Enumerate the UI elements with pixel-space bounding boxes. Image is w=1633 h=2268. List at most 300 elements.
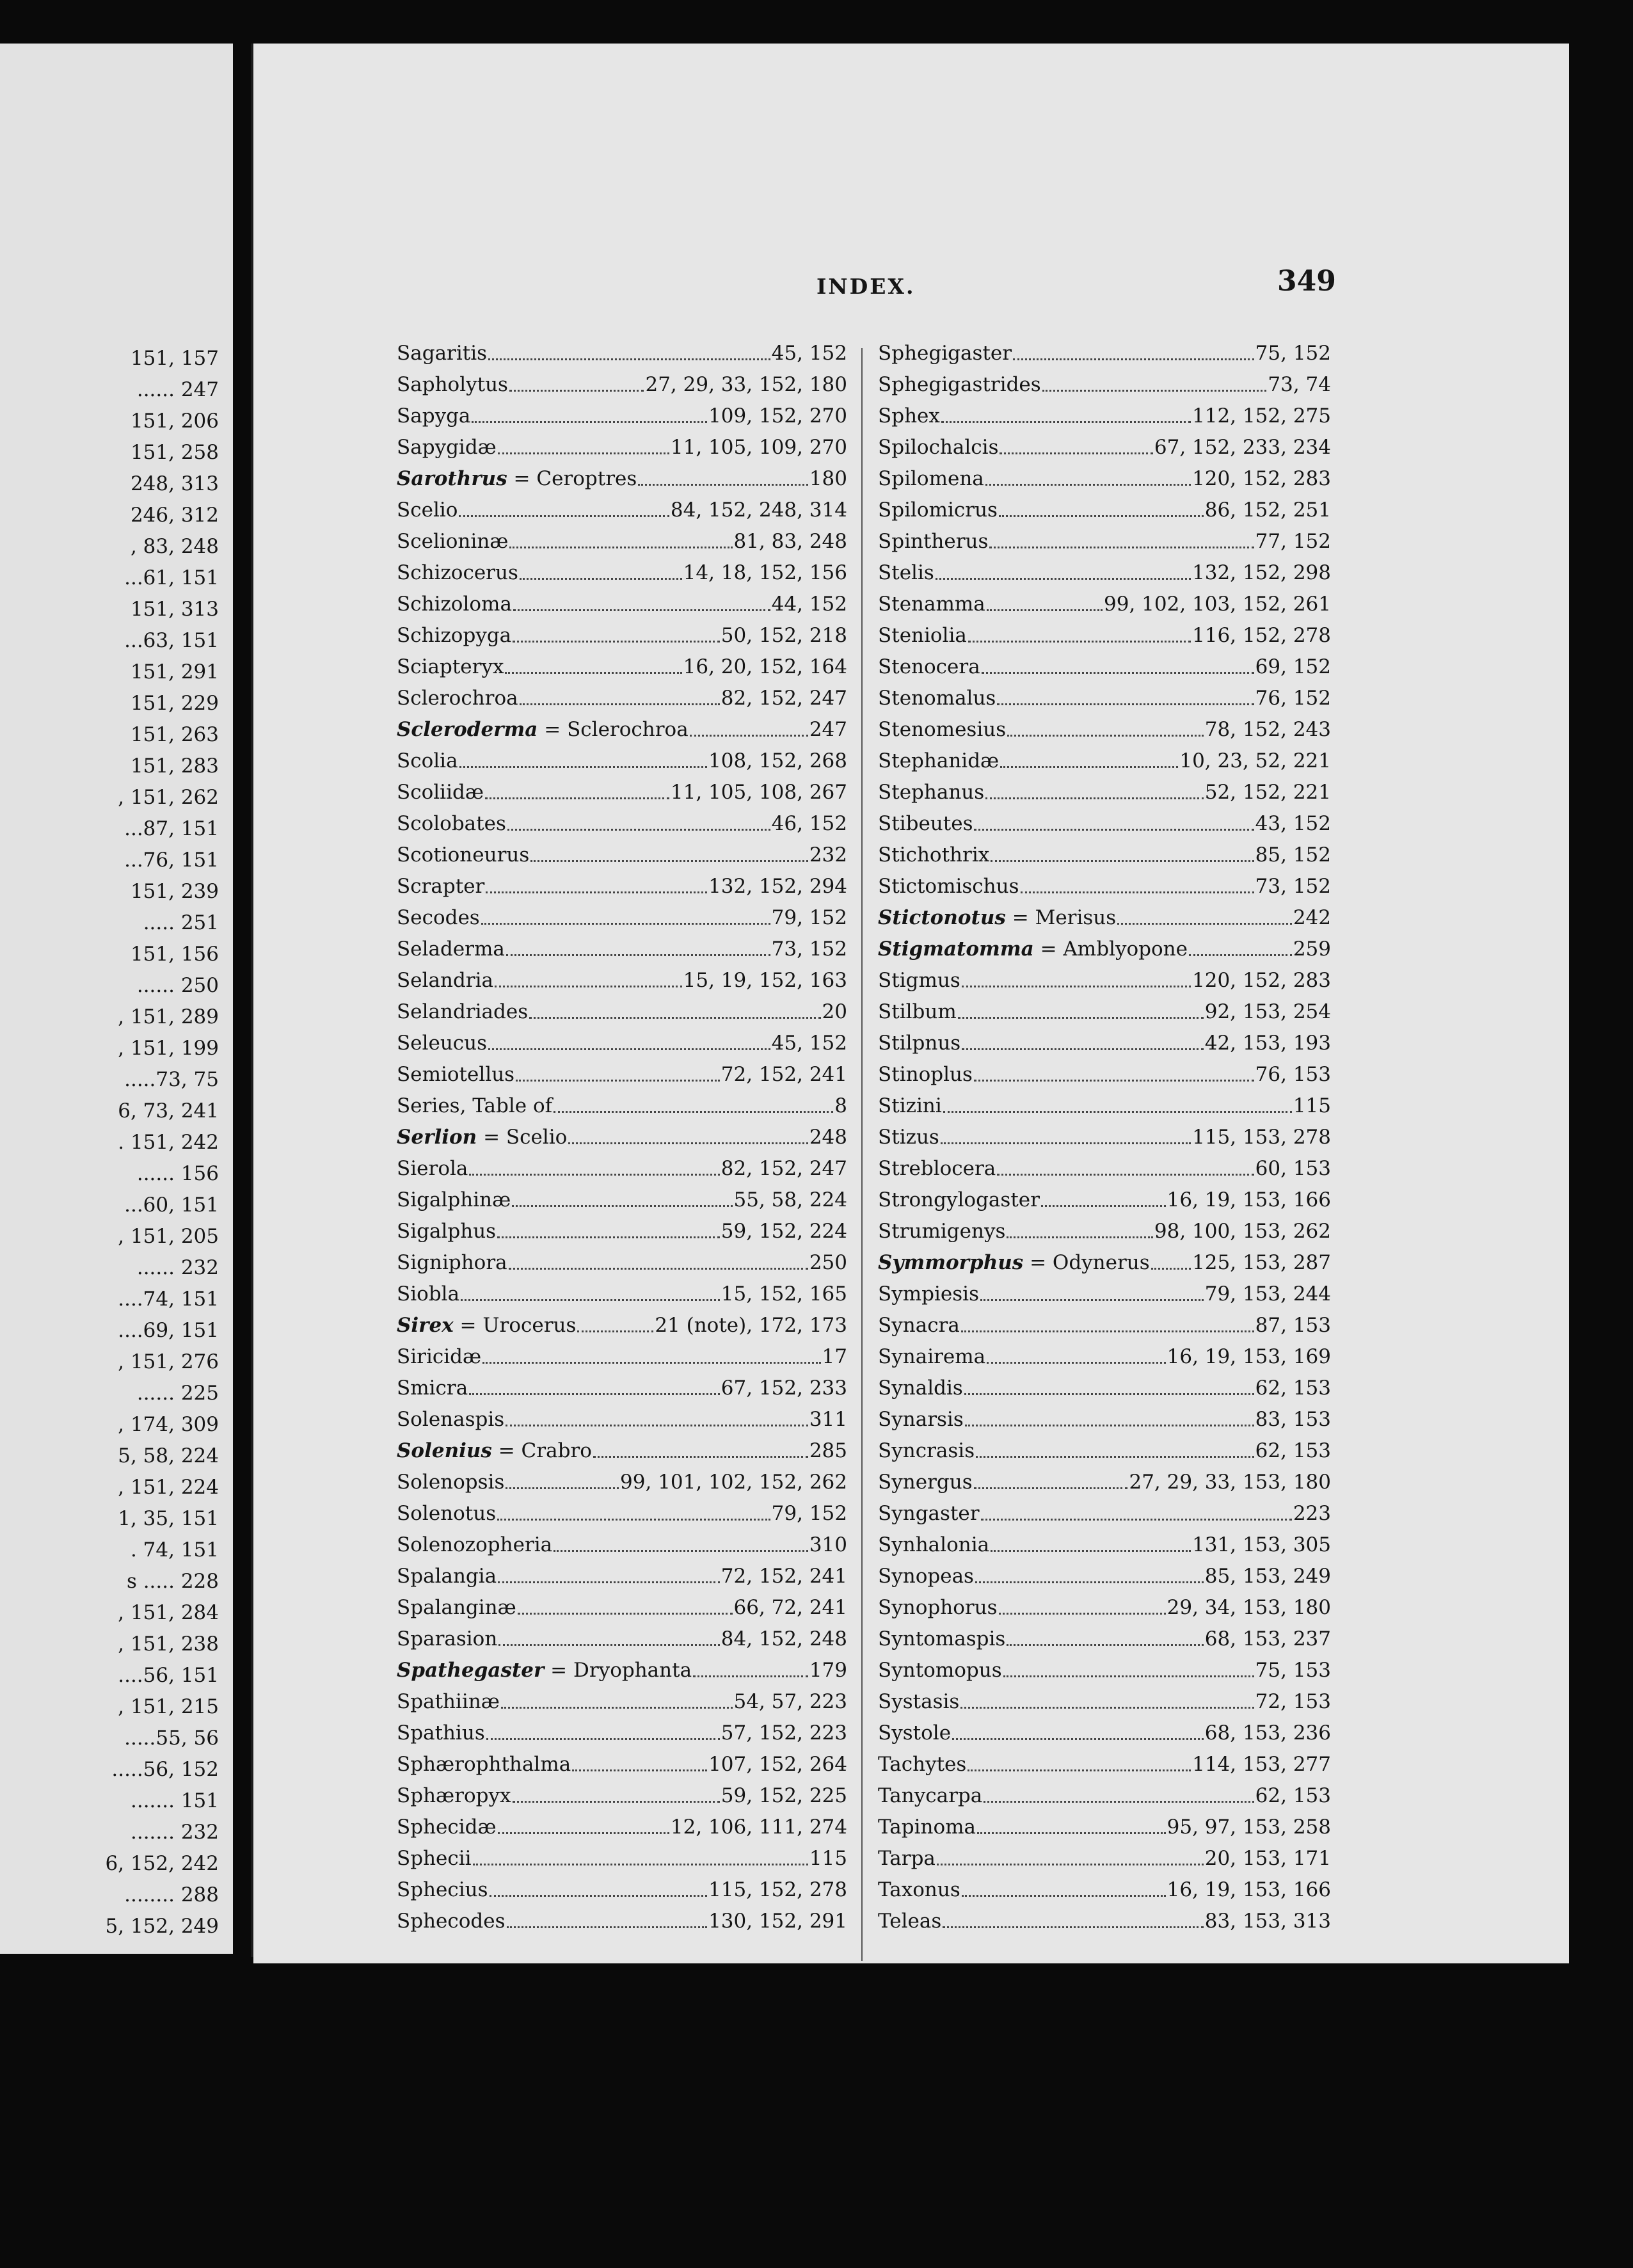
index-entry	[878, 683, 1331, 714]
index-entry	[397, 1341, 847, 1373]
page-references: 72, 153	[1255, 1690, 1331, 1713]
index-term	[878, 1749, 966, 1780]
index-term	[878, 338, 1012, 369]
index-entry	[397, 620, 847, 651]
index-term	[878, 1780, 982, 1812]
index-term	[878, 808, 973, 840]
term-text: Selandria	[397, 969, 494, 992]
index-term	[878, 840, 989, 871]
dot-leader	[968, 1769, 1191, 1771]
index-term	[397, 1843, 472, 1874]
index-entry	[878, 1718, 1331, 1749]
index-term	[878, 1812, 976, 1843]
dot-leader	[459, 765, 707, 768]
index-entry	[397, 1153, 847, 1185]
index-entry	[397, 526, 847, 557]
left-page-fragment: , 151, 224	[118, 1476, 219, 1499]
dot-leader	[964, 1393, 1254, 1395]
left-page-fragment: , 151, 205	[118, 1225, 219, 1248]
index-term	[397, 1310, 576, 1341]
index-entry	[878, 1686, 1331, 1718]
page-references: 11, 105, 108, 267	[670, 781, 847, 804]
page-references: 45, 152	[771, 342, 847, 365]
index-entry	[878, 714, 1331, 746]
left-page-fragment: . 151, 242	[118, 1131, 219, 1154]
term-text: Spathiinæ	[397, 1690, 500, 1713]
page-references: 55, 58, 224	[733, 1188, 847, 1211]
term-text: Sympiesis	[878, 1282, 979, 1306]
left-page-fragment: 151, 283	[130, 755, 219, 778]
index-entry	[397, 1467, 847, 1498]
page-references: 86, 152, 251	[1204, 499, 1331, 522]
dot-leader	[572, 1769, 707, 1771]
index-entry	[878, 338, 1331, 369]
dot-leader	[1117, 922, 1292, 925]
left-page-fragment: 5, 58, 224	[118, 1444, 219, 1467]
dot-leader	[991, 859, 1254, 862]
dot-leader	[989, 546, 1254, 548]
term-text: Spilomicrus	[878, 499, 998, 522]
index-entry	[397, 369, 847, 401]
term-text: Tanycarpa	[878, 1784, 983, 1807]
page-references: 76, 152	[1255, 687, 1331, 710]
index-term	[397, 1624, 497, 1655]
left-page-column	[1, 343, 219, 1942]
index-term	[397, 902, 480, 934]
dot-leader	[507, 1926, 708, 1928]
term-text: Stibeutes	[878, 812, 973, 835]
index-term	[878, 1216, 1005, 1247]
index-entry	[397, 463, 847, 495]
index-entry	[397, 1749, 847, 1780]
index-term	[397, 1373, 468, 1404]
index-entry	[397, 1498, 847, 1529]
dot-leader	[997, 1173, 1254, 1176]
index-entry	[397, 777, 847, 808]
left-page-fragment: 246, 312	[130, 504, 219, 527]
dot-leader	[497, 1236, 720, 1238]
index-entry	[878, 1561, 1331, 1592]
index-entry	[878, 432, 1331, 463]
index-entry	[397, 589, 847, 620]
index-entry	[878, 1624, 1331, 1655]
page-references: 60, 153	[1255, 1157, 1331, 1180]
left-page-fragment: ...... 247	[136, 378, 219, 401]
term-text: Synacra	[878, 1314, 960, 1337]
left-page-fragment: . 74, 151	[130, 1538, 219, 1561]
dot-leader	[975, 1581, 1204, 1583]
dot-leader	[529, 1016, 820, 1019]
index-entry	[397, 902, 847, 934]
dot-leader	[999, 1612, 1166, 1615]
left-page-fragment: ...... 225	[136, 1382, 219, 1405]
page-references: 109, 152, 270	[708, 404, 847, 427]
dot-leader	[506, 1424, 808, 1426]
page-references: 82, 152, 247	[721, 687, 847, 710]
dot-leader	[488, 358, 770, 360]
page-references: 107, 152, 264	[708, 1753, 847, 1776]
index-term	[397, 1780, 511, 1812]
term-text: Tarpa	[878, 1847, 936, 1870]
index-term	[397, 1749, 571, 1780]
page-references: 8	[834, 1094, 847, 1117]
dot-leader	[481, 922, 770, 925]
dot-leader	[1000, 765, 1178, 768]
index-entry	[397, 1812, 847, 1843]
left-page-fragment: ...61, 151	[124, 566, 219, 589]
synonym-name: Sarothrus	[397, 467, 507, 490]
page-references: 15, 152, 165	[721, 1282, 847, 1306]
index-term	[878, 557, 934, 589]
term-text: Sapygidæ	[397, 436, 497, 459]
index-term	[878, 1843, 936, 1874]
index-term	[878, 1686, 959, 1718]
left-page-fragment: ..... 251	[143, 911, 219, 934]
index-term	[878, 683, 996, 714]
index-term	[397, 934, 505, 965]
column-divider	[861, 348, 863, 1961]
term-text: Seleucus	[397, 1032, 488, 1055]
index-entry	[878, 1749, 1331, 1780]
dot-leader	[554, 1549, 808, 1552]
left-page-fragment: .....73, 75	[124, 1068, 219, 1091]
dot-leader	[985, 797, 1204, 799]
term-text: = Crabro	[491, 1439, 592, 1462]
page-references: 45, 152	[771, 1032, 847, 1055]
index-term	[878, 871, 1019, 902]
index-term	[397, 1059, 514, 1090]
page-references: 16, 19, 153, 166	[1167, 1878, 1331, 1901]
page-references: 73, 74	[1268, 373, 1331, 396]
term-text: Solenopsis	[397, 1471, 505, 1494]
index-term	[878, 777, 984, 808]
term-text: Sphecodes	[397, 1910, 506, 1933]
dot-leader	[982, 671, 1254, 674]
index-entry	[397, 1059, 847, 1090]
page-references: 27, 29, 33, 152, 180	[645, 373, 847, 396]
index-term	[878, 965, 960, 996]
page-references: 79, 153, 244	[1204, 1282, 1331, 1306]
index-entry	[397, 1843, 847, 1874]
left-page-fragment: , 151, 276	[118, 1350, 219, 1373]
page-references: 84, 152, 248, 314	[670, 499, 847, 522]
left-page-fragment: 151, 239	[130, 880, 219, 903]
page-references: 311	[809, 1408, 847, 1431]
index-entry	[397, 934, 847, 965]
synonym-name: Stictonotus	[878, 906, 1006, 929]
index-term	[397, 746, 458, 777]
synonym-name: Solenius	[397, 1439, 492, 1462]
index-entry	[878, 1373, 1331, 1404]
term-text: = Ceroptres	[507, 467, 637, 490]
index-term	[397, 1467, 504, 1498]
left-page-fragment: , 174, 309	[118, 1413, 219, 1436]
dot-leader	[693, 1675, 808, 1677]
page-references: 75, 152	[1255, 342, 1331, 365]
page-references: 79, 152	[771, 1502, 847, 1525]
term-text: Sciapteryx	[397, 655, 504, 678]
page-references: 46, 152	[771, 812, 847, 835]
dot-leader	[997, 703, 1254, 705]
page-references: 116, 152, 278	[1192, 624, 1331, 647]
dot-leader	[974, 828, 1254, 831]
term-text: Stizus	[878, 1126, 939, 1149]
page-references: 108, 152, 268	[708, 749, 847, 772]
dot-leader	[1007, 734, 1204, 737]
dot-leader	[530, 859, 808, 862]
left-page-fragment: .....55, 56	[124, 1727, 219, 1750]
dot-leader	[509, 1267, 808, 1270]
page-references: 99, 102, 103, 152, 261	[1104, 593, 1331, 616]
term-text: Stictomischus	[878, 875, 1019, 898]
page-references: 17	[822, 1345, 847, 1368]
index-entry	[878, 1310, 1331, 1341]
dot-leader	[1007, 1236, 1153, 1238]
left-page-fragment: ...76, 151	[124, 849, 219, 872]
index-term	[397, 1655, 692, 1686]
dot-leader	[952, 1737, 1204, 1740]
index-entry	[397, 1404, 847, 1435]
dot-leader	[962, 985, 1191, 987]
term-text: = Urocerus	[453, 1314, 577, 1337]
page-references: 232	[809, 843, 847, 866]
dot-leader	[490, 1894, 708, 1897]
index-entry	[878, 1655, 1331, 1686]
left-page-fragment: 1, 35, 151	[118, 1507, 219, 1530]
term-text: Scolobates	[397, 812, 506, 835]
index-entry	[878, 1592, 1331, 1624]
page-references: 79, 152	[771, 906, 847, 929]
dot-leader	[498, 452, 669, 454]
index-entry	[878, 840, 1331, 871]
dot-leader	[488, 1048, 770, 1050]
index-term	[397, 1812, 497, 1843]
term-text: Synophorus	[878, 1596, 998, 1619]
term-text: Stigmus	[878, 969, 960, 992]
dot-leader	[981, 1518, 1292, 1521]
index-column-a	[397, 338, 847, 1937]
page-references: 57, 152, 223	[721, 1721, 847, 1745]
dot-leader	[498, 1643, 719, 1646]
index-term	[878, 1718, 951, 1749]
index-entry	[878, 589, 1331, 620]
index-entry	[878, 1090, 1331, 1122]
left-page-fragment: ...60, 151	[124, 1194, 219, 1217]
left-page-fragment: , 151, 289	[118, 1005, 219, 1028]
page-references: 120, 152, 283	[1192, 467, 1331, 490]
term-text: Scolia	[397, 749, 458, 772]
page-references: 223	[1293, 1502, 1331, 1525]
index-term	[397, 1874, 488, 1906]
page-references: 120, 152, 283	[1192, 969, 1331, 992]
index-entry	[397, 1686, 847, 1718]
page-references: 21 (note), 172, 173	[655, 1314, 847, 1337]
term-text: = Sclerochroa	[538, 718, 689, 741]
term-text: Streblocera	[878, 1157, 996, 1180]
term-text: Syntomopus	[878, 1659, 1002, 1682]
index-term	[397, 651, 504, 683]
page-references: 62, 153	[1255, 1439, 1331, 1462]
index-entry	[878, 1435, 1331, 1467]
index-term	[878, 526, 988, 557]
index-entry	[397, 1247, 847, 1279]
index-term	[397, 1247, 507, 1279]
page-references: 50, 152, 218	[721, 624, 847, 647]
term-text: Spathius	[397, 1721, 485, 1745]
page-references: 248	[809, 1126, 847, 1149]
dot-leader	[469, 1173, 719, 1176]
index-term	[397, 620, 511, 651]
dot-leader	[507, 828, 770, 831]
index-entry	[878, 996, 1331, 1028]
term-text: Sphex	[878, 404, 940, 427]
page-references: 14, 18, 152, 156	[683, 561, 847, 584]
term-text: = Amblyopone	[1033, 938, 1188, 961]
term-text: Syncrasis	[878, 1439, 975, 1462]
left-page-fragment: 151, 313	[130, 598, 219, 621]
index-entry	[397, 1090, 847, 1122]
index-entry	[878, 808, 1331, 840]
index-term	[397, 338, 487, 369]
left-page-fragment: ....... 232	[130, 1821, 219, 1844]
page-references: 310	[809, 1533, 847, 1556]
index-term	[397, 1153, 468, 1185]
page-references: 52, 152, 221	[1204, 781, 1331, 804]
dot-leader	[980, 1298, 1204, 1301]
index-term	[878, 651, 980, 683]
term-text: Spalangia	[397, 1565, 497, 1588]
synonym-name: Serlion	[397, 1126, 477, 1149]
page-references: 98, 100, 153, 262	[1154, 1220, 1331, 1243]
index-entry	[878, 1529, 1331, 1561]
left-page-fragment: ....74, 151	[118, 1288, 219, 1311]
dot-leader	[509, 546, 732, 548]
left-page-fragment: 151, 258	[130, 441, 219, 464]
index-entry	[397, 1028, 847, 1059]
index-entry	[397, 338, 847, 369]
page-references: 10, 23, 52, 221	[1179, 749, 1331, 772]
dot-leader	[961, 1330, 1254, 1332]
dot-leader	[513, 640, 720, 643]
dot-leader	[469, 1393, 720, 1395]
index-entry	[397, 965, 847, 996]
page-references: 72, 152, 241	[721, 1565, 847, 1588]
dot-leader	[976, 1455, 1254, 1458]
page-references: 180	[809, 467, 847, 490]
dot-leader	[520, 703, 720, 705]
term-text: Signiphora	[397, 1251, 507, 1274]
dot-leader	[1021, 891, 1254, 893]
page-references: 112, 152, 275	[1192, 404, 1331, 427]
index-term	[397, 432, 497, 463]
dot-leader	[501, 1706, 733, 1709]
term-text: = Dryophanta	[544, 1659, 692, 1682]
index-entry	[397, 432, 847, 463]
page-references: 66, 72, 241	[733, 1596, 847, 1619]
term-text: Smicra	[397, 1377, 468, 1400]
dot-leader	[943, 1926, 1204, 1928]
index-term	[397, 1404, 504, 1435]
dot-leader	[977, 1832, 1166, 1834]
left-page-fragment: 151, 291	[130, 660, 219, 683]
dot-leader	[513, 609, 770, 611]
dot-leader	[937, 1863, 1204, 1865]
index-entry	[878, 777, 1331, 808]
term-text: Sagaritis	[397, 342, 488, 365]
term-text: Sclerochroa	[397, 687, 518, 710]
page-references: 131, 153, 305	[1192, 1533, 1331, 1556]
dot-leader	[1042, 389, 1267, 392]
page-references: 67, 152, 233, 234	[1154, 436, 1331, 459]
term-text: Syngaster	[878, 1502, 980, 1525]
dot-leader	[518, 1612, 733, 1615]
index-term	[878, 1310, 960, 1341]
term-text: Sphecius	[397, 1878, 488, 1901]
left-page-fragment: 151, 157	[130, 347, 219, 370]
index-term	[397, 1686, 500, 1718]
left-page-fragment: ...... 232	[136, 1256, 219, 1279]
term-text: Synergus	[878, 1471, 973, 1494]
term-text: Stizini	[878, 1094, 942, 1117]
index-entry	[397, 1435, 847, 1467]
index-entry	[397, 1624, 847, 1655]
page-references: 67, 152, 233	[721, 1377, 847, 1400]
dot-leader	[593, 1455, 808, 1458]
index-entry	[397, 840, 847, 871]
term-text: Steniolia	[878, 624, 967, 647]
left-page-fragment: 5, 152, 249	[105, 1915, 219, 1938]
dot-leader	[1007, 1643, 1204, 1646]
dot-leader	[936, 577, 1191, 580]
index-term	[878, 1122, 939, 1153]
dot-leader	[482, 1361, 820, 1364]
page-references: 16, 19, 153, 169	[1167, 1345, 1331, 1368]
index-entry	[878, 495, 1331, 526]
page-references: 44, 152	[771, 593, 847, 616]
term-text: Stenocera	[878, 655, 980, 678]
term-text: Sphæropyx	[397, 1784, 511, 1807]
page-references: 130, 152, 291	[708, 1910, 847, 1933]
term-text: Scoliidæ	[397, 781, 484, 804]
term-text: Scelio	[397, 499, 458, 522]
index-term	[878, 934, 1188, 965]
term-text: Sapholytus	[397, 373, 508, 396]
dot-leader	[968, 640, 1191, 643]
index-entry	[397, 1310, 847, 1341]
term-text: Systasis	[878, 1690, 960, 1713]
index-term	[397, 840, 529, 871]
page-references: 81, 83, 248	[733, 530, 847, 553]
dot-leader	[509, 389, 644, 392]
left-page-fragment: 6, 152, 242	[105, 1852, 219, 1875]
dot-leader	[1003, 1675, 1254, 1677]
term-text: Stenomesius	[878, 718, 1007, 741]
right-page	[253, 44, 1569, 1963]
page-references: 242	[1293, 906, 1331, 929]
index-entry	[397, 683, 847, 714]
term-text: Stenamma	[878, 593, 985, 616]
index-term	[397, 996, 528, 1028]
index-term	[878, 1404, 964, 1435]
synonym-name: Spathegaster	[397, 1659, 545, 1682]
page-number: 349	[1277, 265, 1336, 298]
index-entry	[878, 965, 1331, 996]
index-entry	[878, 369, 1331, 401]
index-term	[397, 1122, 567, 1153]
dot-leader	[991, 1549, 1191, 1552]
dot-leader	[513, 1800, 720, 1803]
index-entry	[397, 808, 847, 840]
